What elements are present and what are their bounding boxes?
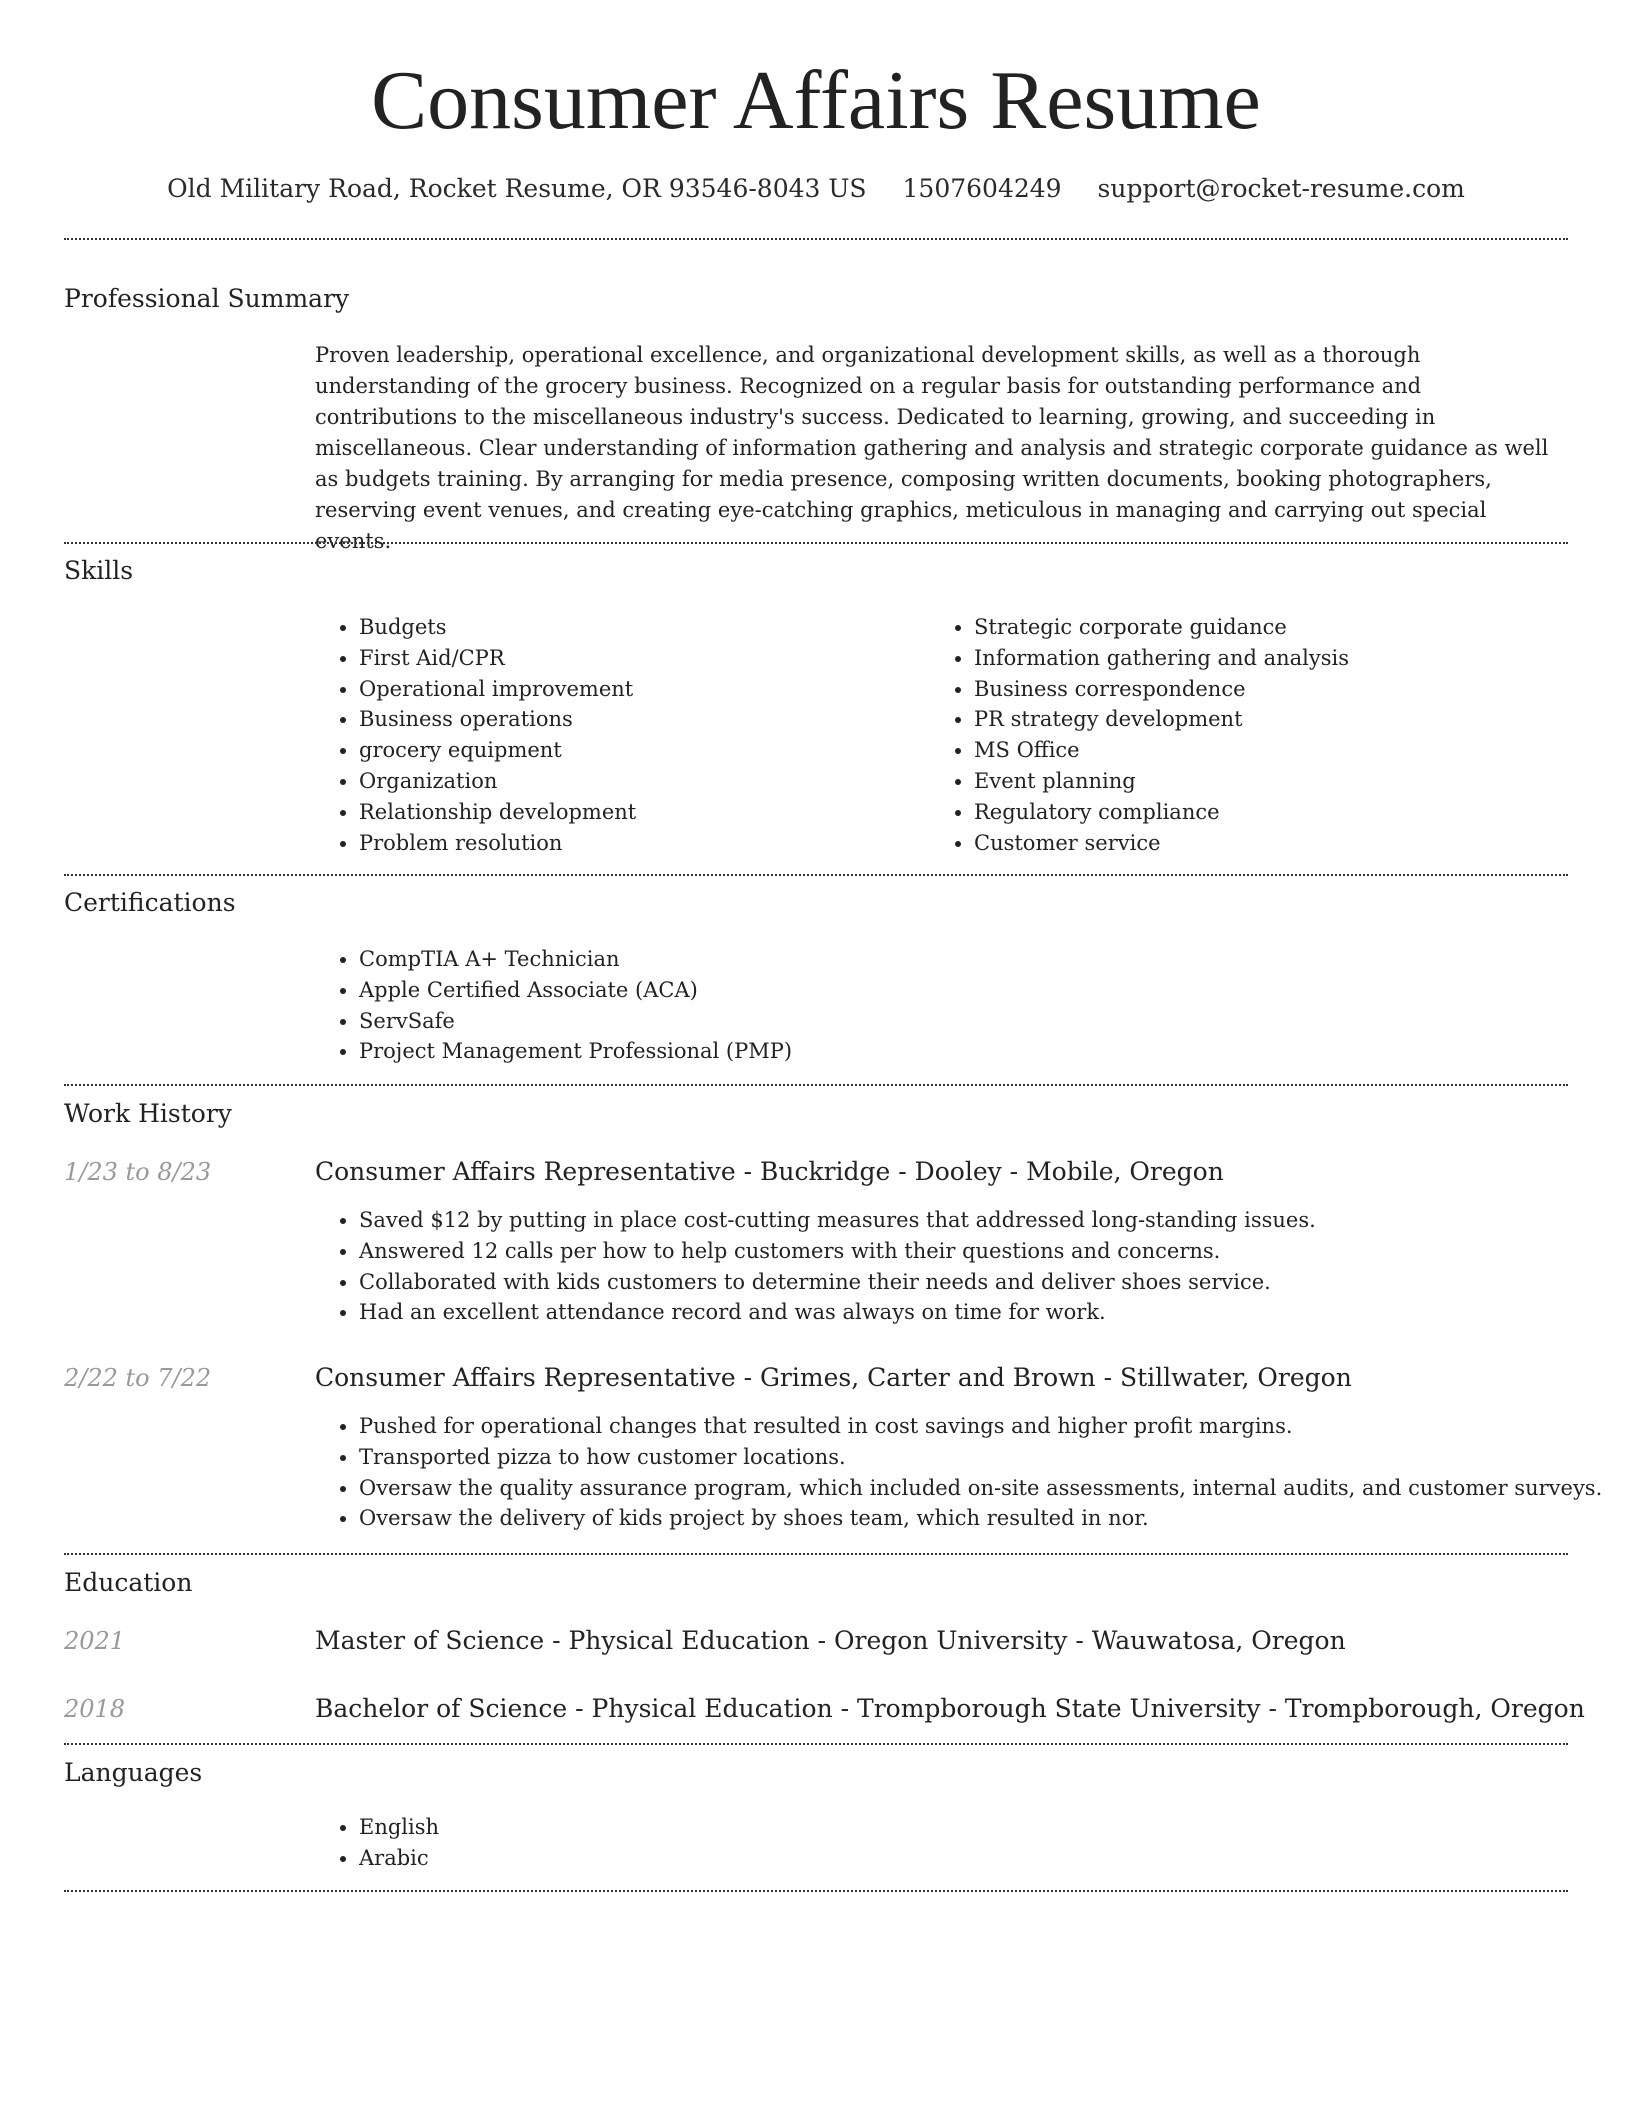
job-details: - Buckridge - Dooley - Mobile, Oregon <box>735 1157 1224 1186</box>
divider <box>64 874 1568 876</box>
list-item: • Oversaw the delivery of kids project by shoes team, which resulted in nor. <box>359 1503 1619 1534</box>
list-item: • Budgets <box>359 612 919 643</box>
list-item: • Business operations <box>359 704 919 735</box>
list-item: • Strategic corporate guidance <box>974 612 1594 643</box>
skills-list-right <box>930 612 1594 858</box>
divider <box>64 1890 1568 1892</box>
job-details: - Grimes, Carter and Brown - Stillwater, Oregon <box>735 1363 1352 1392</box>
job-heading <box>315 1361 1352 1395</box>
list-item: • CompTIA A+ Technician <box>359 944 1559 975</box>
job-dates: 2/22 to 7/22 <box>64 1364 212 1392</box>
list-item: • Regulatory compliance <box>974 797 1594 828</box>
list-item: • First Aid/CPR <box>359 643 919 674</box>
list-item: • Event planning <box>974 766 1594 797</box>
education-heading <box>315 1692 1585 1726</box>
resume-title: Consumer Affairs Resume <box>371 54 1261 147</box>
section-title-skills: Skills <box>64 556 134 585</box>
list-item: • Operational improvement <box>359 674 919 705</box>
education-degree: Bachelor of Science - Physical Education <box>315 1694 833 1723</box>
contact-address: Old Military Road, Rocket Resume, OR 93546-8043 US <box>167 174 867 203</box>
list-item: • Organization <box>359 766 919 797</box>
list-item: • Relationship development <box>359 797 919 828</box>
list-item: • grocery equipment <box>359 735 919 766</box>
job-role: Consumer Affairs Representative <box>315 1157 736 1186</box>
education-details: - Trompborough State University - Trompborough, Oregon <box>832 1694 1585 1723</box>
list-item: • English <box>359 1812 959 1843</box>
list-item: • Pushed for operational changes that resulted in cost savings and higher profit margins. <box>359 1411 1619 1442</box>
list-item: • Project Management Professional (PMP) <box>359 1036 1559 1067</box>
section-title-languages: Languages <box>64 1758 203 1787</box>
job-role: Consumer Affairs Representative <box>315 1363 736 1392</box>
list-item: • Answered 12 calls per how to help customers with their questions and concerns. <box>359 1236 1609 1267</box>
contact-email: support@rocket-resume.com <box>1097 174 1465 203</box>
section-title-summary: Professional Summary <box>64 284 350 313</box>
job-bullets <box>315 1411 1619 1534</box>
section-title-education: Education <box>64 1568 193 1597</box>
divider <box>64 1553 1568 1555</box>
list-item: • Collaborated with kids customers to determine their needs and deliver shoes service. <box>359 1267 1609 1298</box>
education-degree: Master of Science - Physical Education <box>315 1626 810 1655</box>
certifications-list <box>315 944 1559 1067</box>
languages-list <box>315 1812 959 1874</box>
list-item: • Information gathering and analysis <box>974 643 1594 674</box>
job-dates: 1/23 to 8/23 <box>64 1158 212 1186</box>
education-year: 2021 <box>64 1627 126 1655</box>
list-item: • Arabic <box>359 1843 959 1874</box>
education-details: - Oregon University - Wauwatosa, Oregon <box>809 1626 1346 1655</box>
list-item: • Business correspondence <box>974 674 1594 705</box>
education-heading <box>315 1624 1346 1658</box>
job-heading <box>315 1155 1224 1189</box>
list-item: • Saved $12 by putting in place cost-cutting measures that addressed long-standing issues. <box>359 1205 1609 1236</box>
section-title-work-history: Work History <box>64 1099 232 1128</box>
list-item: • Customer service <box>974 828 1594 859</box>
divider <box>64 542 1568 544</box>
job-bullets <box>315 1205 1609 1328</box>
divider <box>64 238 1568 240</box>
summary-text: Proven leadership, operational excellence, and organizational development skills, as well as a thorough understanding of the grocery business. Recognized on a regular basis for outstanding performance and contributions to the miscellaneous industry's success. Dedicated to learning, growing, and succeeding in miscellaneous. Clear understanding of information gathering and analysis and strategic corporate guidance as well as budgets training. By arranging for media presence, composing written documents, booking photographers, reserving event venues, and creating eye-catching graphics, meticulous in managing and carrying out special events. <box>315 343 1549 553</box>
list-item: • Apple Certified Associate (ACA) <box>359 975 1559 1006</box>
list-item: • Transported pizza to how customer locations. <box>359 1442 1619 1473</box>
section-title-certifications: Certifications <box>64 888 236 917</box>
contact-line <box>0 172 1632 206</box>
list-item: • PR strategy development <box>974 704 1594 735</box>
divider <box>64 1743 1568 1745</box>
contact-phone: 1507604249 <box>902 174 1062 203</box>
list-item: • Oversaw the quality assurance program, which included on-site assessments, internal audits, and customer surveys. <box>359 1473 1619 1504</box>
list-item: • ServSafe <box>359 1006 1559 1037</box>
skills-list-left <box>315 612 919 858</box>
divider <box>64 1084 1568 1086</box>
education-year: 2018 <box>64 1695 126 1723</box>
list-item: • Problem resolution <box>359 828 919 859</box>
list-item: • Had an excellent attendance record and was always on time for work. <box>359 1297 1609 1328</box>
list-item: • MS Office <box>974 735 1594 766</box>
